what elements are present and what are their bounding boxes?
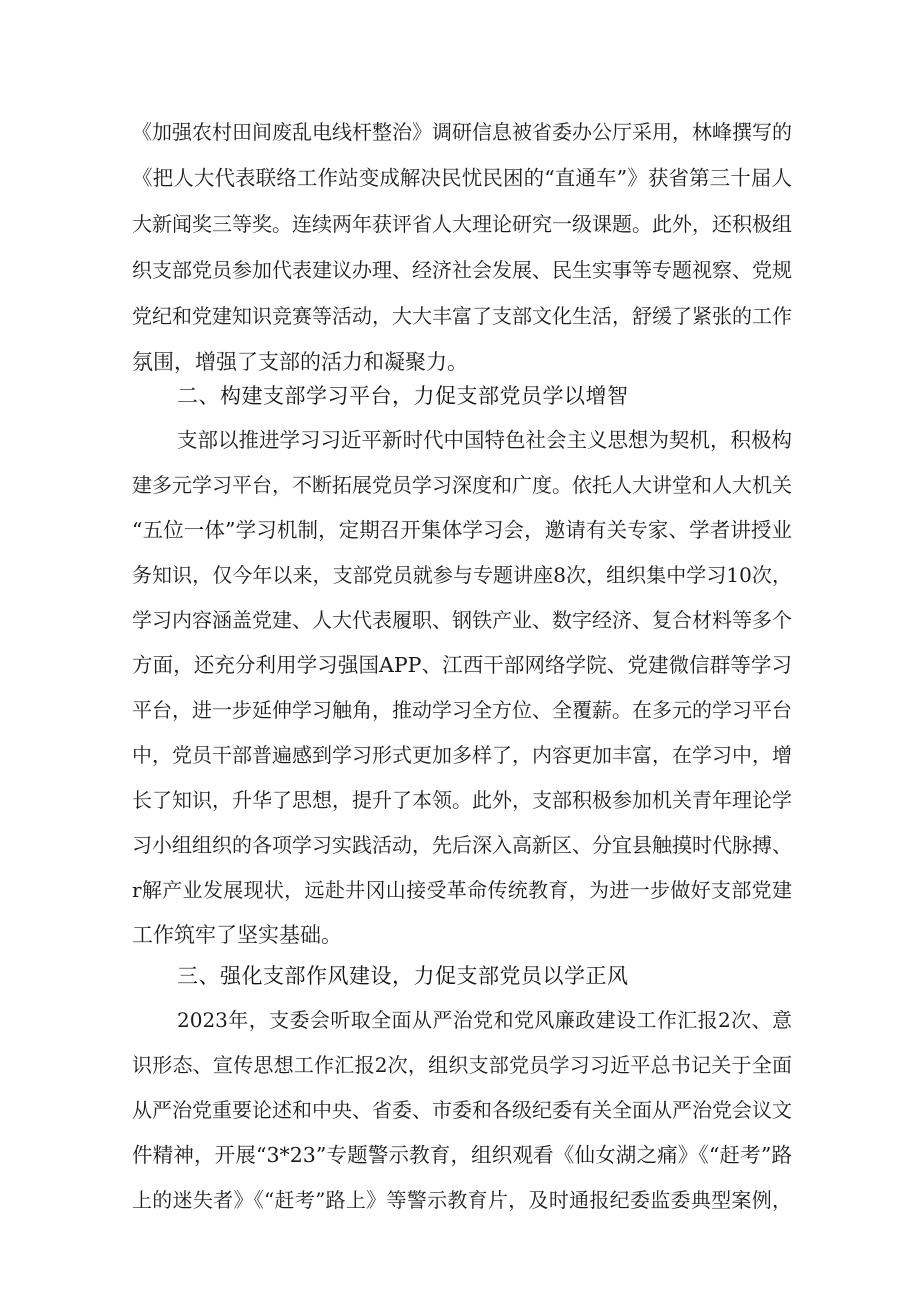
paragraph-1-line: 大新闻奖三等奖。连续两年获评省人大理论研究一级课题。此外，还积极组 <box>132 212 792 236</box>
paragraph-1-line: 《把人大代表联络工作站变成解决民忧民困的“直通车”》获省第三十届人 <box>132 166 792 190</box>
paragraph-1-line: 《加强农村田间废乱电线杆整治》调研信息被省委办公厅采用，林峰撰写的 <box>132 120 792 144</box>
paragraph-2-line: 务知识，仅今年以来，支部党员就参与专题讲座8次，组织集中学习10次， <box>132 563 792 587</box>
paragraph-3-line: 件精神，开展“3*23”专题警示教育，组织观看《仙女湖之痛》《“赶考”路 <box>132 1143 792 1167</box>
paragraph-2-line: 中，党员干部普遍感到学习形式更加多样了，内容更加丰富，在学习中，增 <box>132 743 792 767</box>
paragraph-1-line: 党纪和党建知识竞赛等活动，大大丰富了支部文化生活，舒缓了紧张的工作 <box>132 304 792 328</box>
paragraph-2-line: r解产业发展现状，远赴井冈山接受革命传统教育，为进一步做好支部党建 <box>132 878 792 902</box>
paragraph-2-line: 工作筑牢了坚实基础。 <box>132 923 342 947</box>
paragraph-3-line: 2023年，支委会听取全面从严治党和党风廉政建设工作汇报2次、意 <box>177 1008 792 1032</box>
paragraph-3-line: 从严治党重要论述和中央、省委、市委和各级纪委有关全面从严治党会议文 <box>132 1098 792 1122</box>
paragraph-2-line: “五位一体”学习机制，定期召开集体学习会，邀请有关专家、学者讲授业 <box>132 518 792 542</box>
paragraph-2-line: 学习内容涵盖党建、人大代表履职、钢铁产业、数字经济、复合材料等多个 <box>132 608 792 632</box>
paragraph-2-line: 习小组组织的各项学习实践活动，先后深入高新区、分宜县触摸时代脉搏、 <box>132 833 792 857</box>
paragraph-2-line: 平台，进一步延伸学习触角，推动学习全方位、全覆薪。在多元的学习平台 <box>132 698 792 722</box>
paragraph-1-line: 氛围，增强了支部的活力和凝聚力。 <box>132 350 468 374</box>
paragraph-2-line: 方面，还充分利用学习强国APP、江西干部网络学院、党建微信群等学习 <box>132 653 792 677</box>
section-heading-3: 三、强化支部作风建设，力促支部党员以学正风 <box>177 964 629 988</box>
paragraph-2-line: 支部以推进学习习近平新时代中国特色社会主义思想为契机，积极构 <box>177 428 792 452</box>
paragraph-3-line: 上的迷失者》《“赶考”路上》等警示教育片，及时通报纪委监委典型案例， <box>132 1188 792 1212</box>
section-heading-2: 二、构建支部学习平台，力促支部党员学以增智 <box>177 384 629 408</box>
paragraph-2-line: 长了知识，升华了思想，提升了本领。此外，支部积极参加机关青年理论学 <box>132 788 792 812</box>
paragraph-3-line: 识形态、宣传思想工作汇报2次，组织支部党员学习习近平总书记关于全面 <box>132 1053 792 1077</box>
paragraph-2-line: 建多元学习平台，不断拓展党员学习深度和广度。依托人大讲堂和人大机关 <box>132 473 792 497</box>
paragraph-1-line: 织支部党员参加代表建议办理、经济社会发展、民生实事等专题视察、党规 <box>132 258 792 282</box>
